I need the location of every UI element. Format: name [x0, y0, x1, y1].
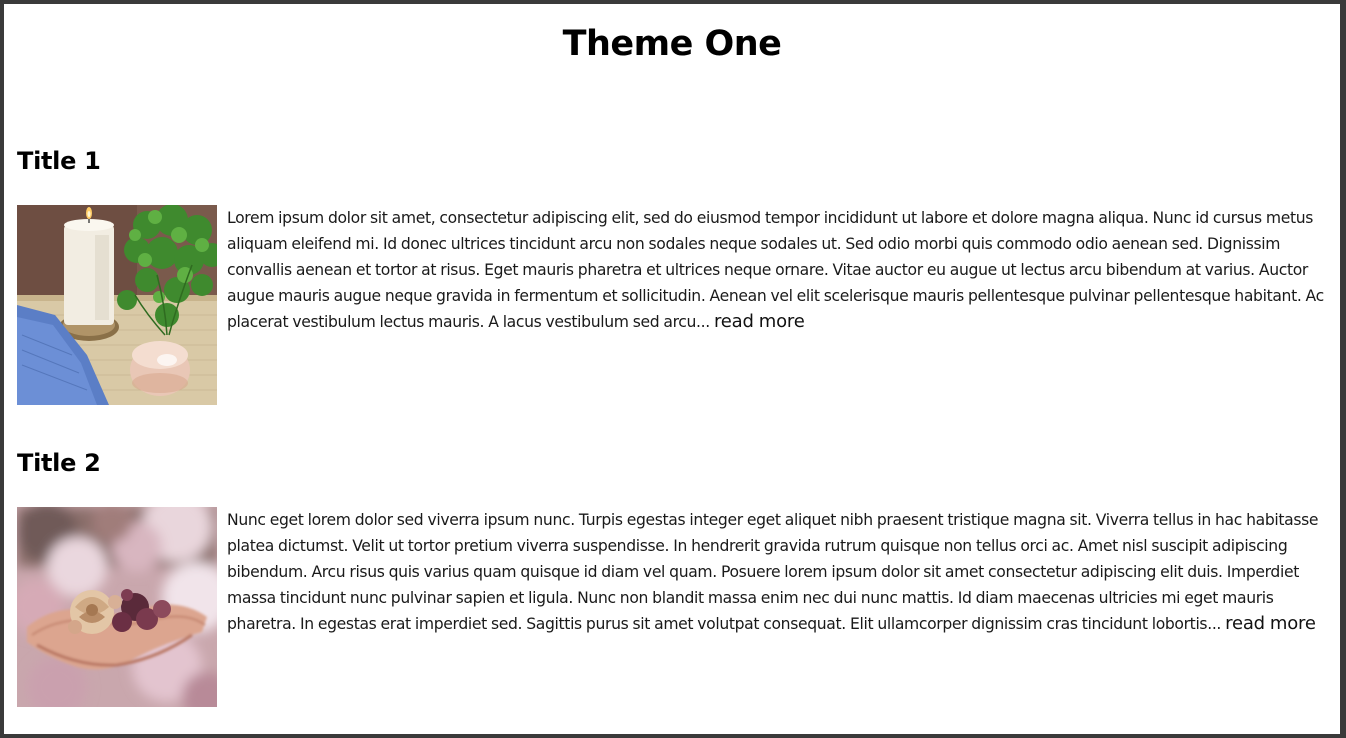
post-card — [17, 144, 1329, 332]
post-card — [17, 446, 1329, 634]
post-thumbnail[interactable] — [17, 507, 217, 707]
page-title: Theme One — [562, 24, 782, 64]
post-excerpt-text: Nunc eget lorem dolor sed viverra ipsum nunc. Turpis egestas integer eget aliquet nibh praesent tristique magna sit. Viverra tellus in hac habitasse platea dictumst. Velit ut tortor pretium viverra suspendisse. In hendrerit gravida rutrum quisque non tellus orci ac. Amet nisl suscipit adipiscing bibendum. Arcu risus quis varius quam quisque id diam vel quam. Posuere lorem ipsum dolor sit amet consectetur adipiscing elit duis. Imperdiet massa tincidunt nunc pulvinar sapien et ligula. Nunc non blandit massa enim nec dui nunc mattis. Id diam maecenas ultricies mi eget mauris pharetra. In egestas erat imperdiet sed. Sagittis purus sit amet volutpat consequat. Elit ullamcorper dignissim cras tincidunt lobortis... — [227, 511, 1319, 633]
post-thumbnail[interactable] — [17, 205, 217, 405]
read-more-link[interactable]: read more — [714, 311, 805, 332]
post-excerpt — [227, 205, 1329, 335]
rose-petals-image — [17, 507, 217, 707]
post-excerpt — [227, 507, 1329, 637]
post-title: Title 1 — [17, 147, 101, 175]
read-more-link[interactable]: read more — [1225, 613, 1316, 634]
post-title: Title 2 — [17, 449, 101, 477]
post-excerpt-text: Lorem ipsum dolor sit amet, consectetur adipiscing elit, sed do eiusmod tempor incididunt ut labore et dolore magna aliqua. Nunc id cursus metus aliquam eleifend mi. Id donec ultrices tincidunt arcu non sodales neque sodales ut. Sed odio morbi quis commodo odio aenean sed. Dignissim convallis aenean et tortor at risus. Eget mauris pharetra et ultrices neque ornare. Vitae auctor eu augue ut lectus arcu bibendum at varius. Auctor augue mauris augue neque gravida in fermentum et sollicitudin. Aenean vel elit scelerisque mauris pellentesque pulvinar pellentesque habitant. Ac placerat vestibulum lectus mauris. A lacus vestibulum sed arcu... — [227, 209, 1324, 331]
candle-spa-image — [17, 205, 217, 405]
page-frame — [4, 4, 1340, 734]
